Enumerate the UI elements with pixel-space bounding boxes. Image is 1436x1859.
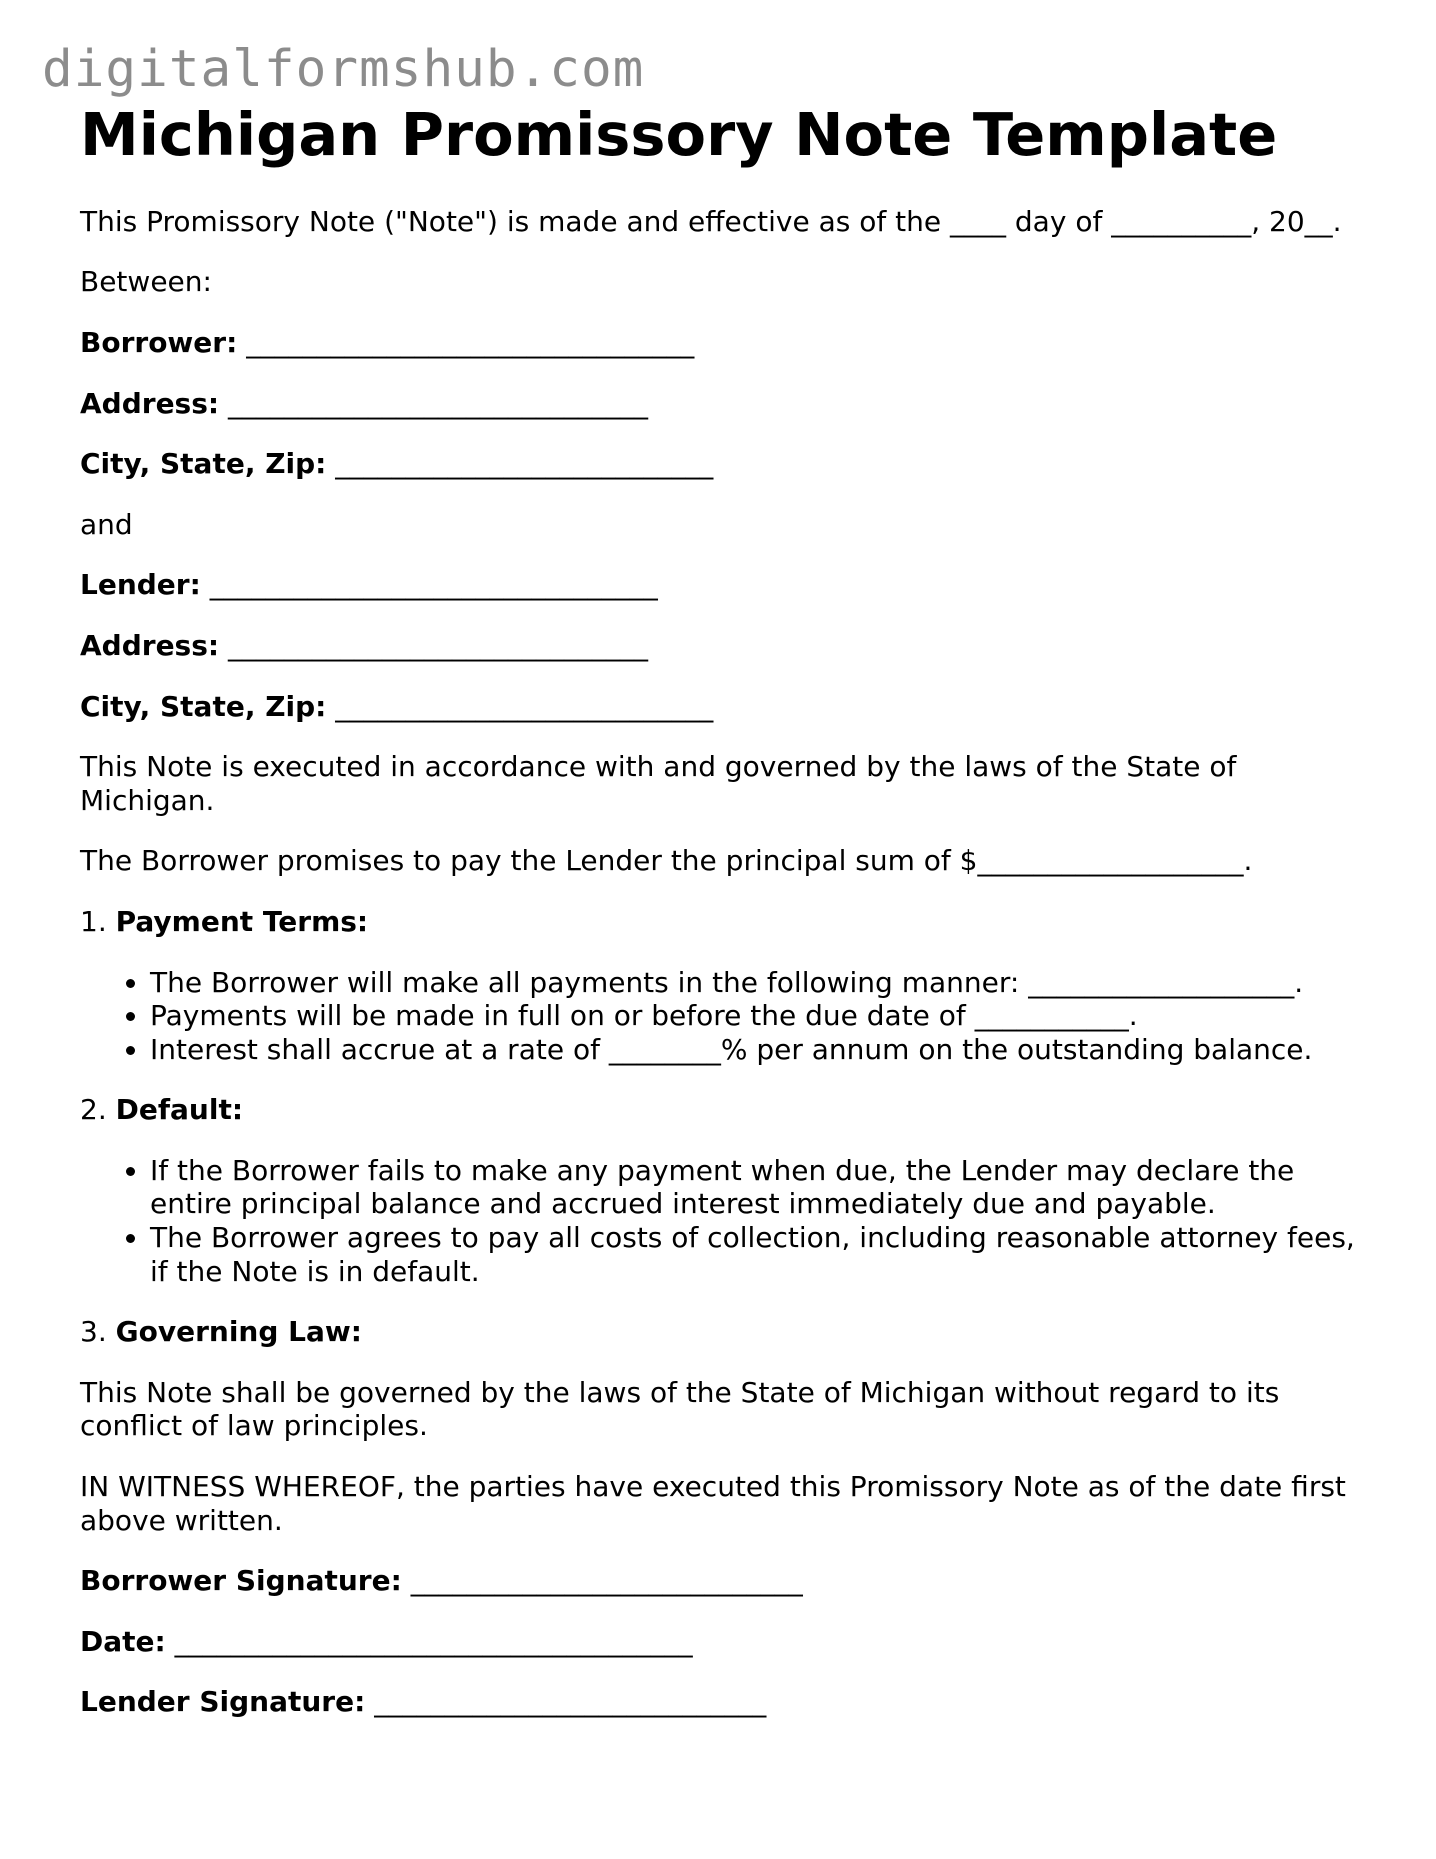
lender-signature-label: Lender Signature: — [80, 1685, 366, 1719]
borrower-address-label: Address: — [80, 386, 220, 420]
intro-paragraph: This Promissory Note ("Note") is made and effective as of the ____ day of __________, 20__. — [80, 204, 1342, 238]
date-blank: _____________________________________ — [174, 1624, 693, 1658]
lender-name-blank: ________________________________ — [209, 568, 658, 602]
section-payment-heading — [80, 905, 1380, 939]
lender-signature-line — [80, 1685, 1380, 1719]
default-list — [80, 1154, 1380, 1288]
date-label: Date: — [80, 1624, 166, 1658]
section-number: 2. — [80, 1093, 107, 1127]
list-item: • If the Borrower fails to make any payment when due, the Lender may declare the entire principal balance and accrued interest immediately due and payable. — [150, 1154, 1380, 1221]
borrower-city-blank: ___________________________ — [335, 447, 714, 481]
borrower-name-label: Borrower: — [80, 325, 238, 359]
lender-name-line — [80, 568, 1380, 602]
between-text: Between: — [80, 265, 212, 299]
lender-address-blank: ______________________________ — [228, 628, 648, 662]
and-text: and — [80, 507, 133, 541]
section-title: Default: — [115, 1093, 244, 1127]
borrower-address-blank: ______________________________ — [228, 386, 648, 420]
lender-signature-blank: ____________________________ — [374, 1685, 767, 1719]
borrower-signature-blank: ____________________________ — [410, 1564, 803, 1598]
borrower-name-line — [80, 326, 1380, 360]
section-number: 1. — [80, 904, 107, 938]
lender-address-line — [80, 629, 1380, 663]
borrower-address-line — [80, 387, 1380, 421]
watermark: digitalformshub.com — [42, 40, 645, 99]
borrower-signature-label: Borrower Signature: — [80, 1564, 402, 1598]
governed-paragraph: This Note is executed in accordance with and governed by the laws of the State of Michigan. — [80, 750, 1237, 817]
document-title: Michigan Promissory Note Template — [80, 100, 1278, 169]
list-item: • The Borrower agrees to pay all costs of collection, including reasonable attorney fees, if the Note is in default. — [150, 1221, 1380, 1288]
list-item: • The Borrower will make all payments in the following manner: ___________________. — [150, 966, 1380, 1000]
principal-paragraph: The Borrower promises to pay the Lender the principal sum of $___________________. — [80, 844, 1253, 878]
section-title: Payment Terms: — [115, 904, 369, 938]
lender-city-blank: ___________________________ — [335, 689, 714, 723]
borrower-name-blank: ________________________________ — [246, 325, 695, 359]
date-line — [80, 1625, 1380, 1659]
document-page — [80, 100, 1380, 1746]
section-number: 3. — [80, 1315, 107, 1349]
borrower-city-line — [80, 447, 1380, 481]
law-paragraph: This Note shall be governed by the laws of the State of Michigan without regard to its conflict of law principles. — [80, 1375, 1280, 1443]
section-default-heading — [80, 1093, 1380, 1127]
lender-city-line — [80, 690, 1380, 724]
lender-city-label: City, State, Zip: — [80, 689, 327, 723]
lender-address-label: Address: — [80, 628, 220, 662]
witness-paragraph: IN WITNESS WHEREOF, the parties have executed this Promissory Note as of the date first above written. — [80, 1470, 1346, 1537]
lender-name-label: Lender: — [80, 568, 201, 602]
payment-terms-list — [80, 966, 1380, 1067]
borrower-signature-line — [80, 1564, 1380, 1598]
borrower-city-label: City, State, Zip: — [80, 447, 327, 481]
section-law-heading — [80, 1315, 1380, 1349]
section-title: Governing Law: — [115, 1315, 362, 1349]
list-item: • Interest shall accrue at a rate of ________% per annum on the outstanding balance. — [150, 1033, 1380, 1067]
list-item: • Payments will be made in full on or before the due date of ___________. — [150, 999, 1380, 1033]
